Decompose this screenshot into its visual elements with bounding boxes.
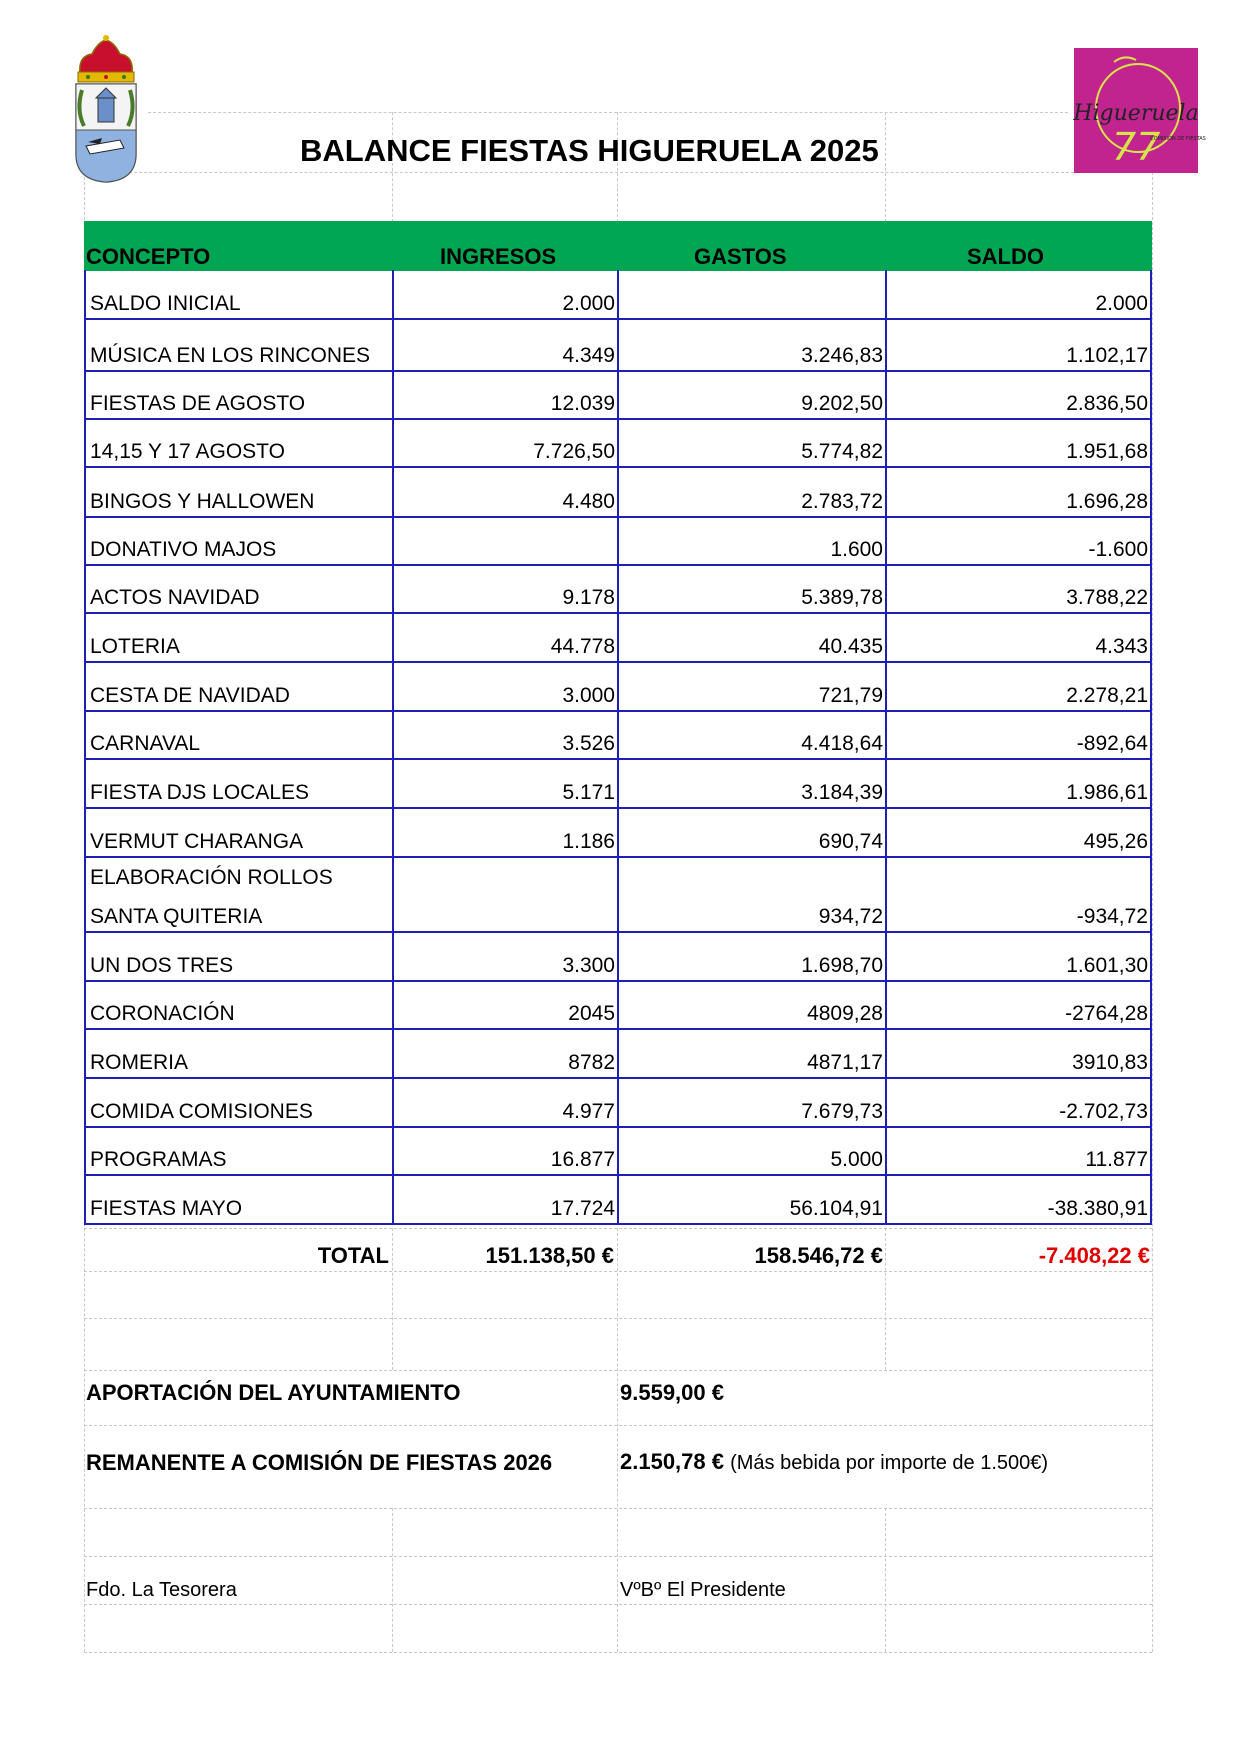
cell-text: LOTERIA xyxy=(90,635,180,658)
cell-text: -2.702,73 xyxy=(1059,1100,1148,1123)
cell-text: 4.418,64 xyxy=(801,732,883,755)
cell-concepto xyxy=(84,1079,392,1128)
header-gastos: GASTOS xyxy=(694,244,787,269)
cell-text: 4.977 xyxy=(562,1100,615,1123)
remanente-note: (Más bebida por importe de 1.500€) xyxy=(730,1452,1049,1474)
cell-text: 4.349 xyxy=(562,344,615,367)
cell-text: PROGRAMAS xyxy=(90,1148,227,1171)
cell-concepto xyxy=(84,420,392,468)
cell-gastos xyxy=(617,1079,885,1128)
table-row xyxy=(84,809,1152,858)
cell-ingresos xyxy=(392,712,617,760)
cell-gastos xyxy=(617,518,885,566)
header-ingresos: INGRESOS xyxy=(440,244,557,269)
cell-text: 1.951,68 xyxy=(1066,440,1148,463)
table-row xyxy=(84,933,1152,982)
table-row xyxy=(84,712,1152,760)
table-row xyxy=(84,518,1152,566)
cell-gastos xyxy=(617,663,885,712)
coat-of-arms-logo xyxy=(72,34,140,184)
cell-text: FIESTA DJS LOCALES xyxy=(90,781,310,804)
firma-tesorera: Fdo. La Tesorera xyxy=(86,1579,237,1601)
comision-fiestas-logo xyxy=(1073,48,1206,173)
cell-concepto xyxy=(84,566,392,614)
cell-gastos xyxy=(617,372,885,420)
cell-text: CORONACIÓN xyxy=(90,1002,235,1025)
cell-gastos xyxy=(617,468,885,518)
cell-text: 2.000 xyxy=(562,292,615,315)
cell-saldo xyxy=(885,518,1152,566)
aportacion-value: 9.559,00 € xyxy=(620,1380,724,1405)
remanente-value: 2.150,78 € xyxy=(620,1449,724,1474)
cell-text: 1.698,70 xyxy=(801,954,883,977)
cell-text: UN DOS TRES xyxy=(90,954,234,977)
cell-text: 3910,83 xyxy=(1072,1051,1148,1074)
cell-gastos xyxy=(617,614,885,663)
cell-text: CARNAVAL xyxy=(90,732,201,755)
cell-text: 7.679,73 xyxy=(801,1100,883,1123)
cell-text: 2.000 xyxy=(1095,292,1148,315)
cell-ingresos xyxy=(392,982,617,1030)
table-row xyxy=(84,320,1152,372)
cell-text: 4.343 xyxy=(1095,635,1148,658)
table-row xyxy=(84,372,1152,420)
cell-ingresos xyxy=(392,614,617,663)
cell-text: 1.102,17 xyxy=(1066,344,1148,367)
cell-concepto xyxy=(84,614,392,663)
cell-text: 17.724 xyxy=(550,1197,615,1220)
cell-concepto xyxy=(84,933,392,982)
cell-saldo xyxy=(885,468,1152,518)
cell-text: CESTA DE NAVIDAD xyxy=(90,684,290,707)
firma-presidente: VºBº El Presidente xyxy=(620,1579,786,1601)
cell-saldo xyxy=(885,1128,1152,1176)
cell-ingresos xyxy=(392,760,617,809)
cell-ingresos xyxy=(392,663,617,712)
cell-text: 5.389,78 xyxy=(801,586,883,609)
cell-gastos xyxy=(617,933,885,982)
cell-gastos xyxy=(617,809,885,858)
cell-saldo xyxy=(885,420,1152,468)
cell-text: 9.178 xyxy=(562,586,615,609)
cell-text: MÚSICA EN LOS RINCONES xyxy=(90,344,371,367)
table-row xyxy=(84,1030,1152,1079)
cell-text: 1.186 xyxy=(562,830,615,853)
cell-text: FIESTAS MAYO xyxy=(90,1197,243,1220)
table-row xyxy=(84,614,1152,663)
cell-gastos xyxy=(617,1176,885,1225)
cell-concepto xyxy=(84,1128,392,1176)
cell-text: SANTA QUITERIA xyxy=(90,905,263,928)
cell-saldo xyxy=(885,372,1152,420)
table-row xyxy=(84,663,1152,712)
cell-concepto xyxy=(84,320,392,372)
page-title: BALANCE FIESTAS HIGUERUELA 2025 xyxy=(300,133,879,168)
cell-concepto xyxy=(84,468,392,518)
cell-text: -934,72 xyxy=(1076,905,1148,928)
cell-text: 11.877 xyxy=(1085,1148,1148,1171)
cell-concepto xyxy=(84,712,392,760)
table-row xyxy=(84,1128,1152,1176)
cell-saldo xyxy=(885,933,1152,982)
cell-text: 7.726,50 xyxy=(533,440,615,463)
cell-gastos xyxy=(617,1030,885,1079)
table-row xyxy=(84,982,1152,1030)
cell-text: -1.600 xyxy=(1088,538,1148,561)
cell-ingresos xyxy=(392,372,617,420)
header-concepto: CONCEPTO xyxy=(86,244,211,269)
cell-ingresos xyxy=(392,420,617,468)
table-row xyxy=(84,1079,1152,1128)
cell-text: 1.696,28 xyxy=(1066,490,1148,513)
total-ingresos: 151.138,50 € xyxy=(485,1243,614,1268)
cell-text: 690,74 xyxy=(818,830,883,853)
cell-ingresos xyxy=(392,1079,617,1128)
cell-concepto xyxy=(84,1030,392,1079)
cell-ingresos xyxy=(392,1176,617,1225)
cell-text: 56.104,91 xyxy=(789,1197,883,1220)
cell-text: 44.778 xyxy=(550,635,615,658)
cell-text: ACTOS NAVIDAD xyxy=(90,586,260,609)
cell-saldo xyxy=(885,1030,1152,1079)
cell-text: 14,15 Y 17 AGOSTO xyxy=(90,440,285,463)
cell-text: 721,79 xyxy=(818,684,883,707)
cell-text: 3.246,83 xyxy=(801,344,883,367)
logo-number: 77 xyxy=(1112,125,1161,169)
cell-text: VERMUT CHARANGA xyxy=(90,830,304,853)
cell-text: 495,26 xyxy=(1083,830,1148,853)
cell-text: DONATIVO MAJOS xyxy=(90,538,277,561)
cell-gastos xyxy=(617,982,885,1030)
cell-gastos xyxy=(617,420,885,468)
cell-text: 4.480 xyxy=(562,490,615,513)
cell-ingresos xyxy=(392,566,617,614)
cell-text: 1.986,61 xyxy=(1066,781,1148,804)
cell-gastos xyxy=(617,858,885,933)
cell-gastos xyxy=(617,270,885,320)
cell-text: 3.300 xyxy=(562,954,615,977)
cell-text: ELABORACIÓN ROLLOS xyxy=(90,866,333,889)
table-row xyxy=(84,1176,1152,1225)
cell-gastos xyxy=(617,760,885,809)
cell-ingresos xyxy=(392,320,617,372)
cell-concepto xyxy=(84,1176,392,1225)
table-row xyxy=(84,420,1152,468)
cell-ingresos xyxy=(392,858,617,933)
cell-ingresos xyxy=(392,809,617,858)
cell-text: 8782 xyxy=(568,1051,615,1074)
cell-text: ROMERIA xyxy=(90,1051,189,1074)
header-saldo: SALDO xyxy=(967,244,1044,269)
cell-concepto xyxy=(84,663,392,712)
cell-gastos xyxy=(617,712,885,760)
cell-saldo xyxy=(885,320,1152,372)
remanente-line xyxy=(620,1449,1048,1475)
cell-saldo xyxy=(885,712,1152,760)
cell-concepto xyxy=(84,809,392,858)
cell-concepto xyxy=(84,518,392,566)
cell-text: 934,72 xyxy=(818,905,883,928)
cell-saldo xyxy=(885,663,1152,712)
cell-gastos xyxy=(617,320,885,372)
cell-text: 5.000 xyxy=(830,1148,883,1171)
cell-text: 4809,28 xyxy=(807,1002,883,1025)
cell-text: 40.435 xyxy=(818,635,883,658)
cell-text: FIESTAS DE AGOSTO xyxy=(90,392,306,415)
logo-small-text: COMISIÓN DE FIESTAS xyxy=(1150,136,1206,142)
cell-concepto xyxy=(84,760,392,809)
cell-concepto xyxy=(84,270,392,320)
cell-text: 16.877 xyxy=(550,1148,615,1171)
cell-text: BINGOS Y HALLOWEN xyxy=(90,490,315,513)
table-row xyxy=(84,858,1152,933)
cell-text: 4871,17 xyxy=(807,1051,883,1074)
cell-text: 2045 xyxy=(568,1002,615,1025)
cell-text: 1.601,30 xyxy=(1066,954,1148,977)
total-label: TOTAL xyxy=(317,1243,389,1268)
cell-saldo xyxy=(885,566,1152,614)
cell-saldo xyxy=(885,858,1152,933)
aportacion-label: APORTACIÓN DEL AYUNTAMIENTO xyxy=(86,1380,461,1405)
logo-script-text: Higueruela xyxy=(1073,101,1199,126)
cell-gastos xyxy=(617,1128,885,1176)
cell-concepto xyxy=(84,372,392,420)
cell-text: 3.184,39 xyxy=(801,781,883,804)
cell-ingresos xyxy=(392,1128,617,1176)
table-row xyxy=(84,468,1152,518)
cell-saldo xyxy=(885,270,1152,320)
total-saldo: -7.408,22 € xyxy=(1038,1243,1150,1268)
cell-ingresos xyxy=(392,468,617,518)
cell-text: SALDO INICIAL xyxy=(90,292,241,315)
cell-text: -2764,28 xyxy=(1065,1002,1148,1025)
cell-text: 3.000 xyxy=(562,684,615,707)
cell-concepto xyxy=(84,858,392,933)
cell-saldo xyxy=(885,1176,1152,1225)
table-row xyxy=(84,566,1152,614)
cell-gastos xyxy=(617,566,885,614)
cell-text: 2.783,72 xyxy=(801,490,883,513)
cell-text: 2.278,21 xyxy=(1066,684,1148,707)
remanente-label: REMANENTE A COMISIÓN DE FIESTAS 2026 xyxy=(86,1450,553,1475)
cell-text: COMIDA COMISIONES xyxy=(90,1100,313,1123)
cell-text: 3.788,22 xyxy=(1066,586,1148,609)
cell-text: 5.774,82 xyxy=(801,440,883,463)
total-gastos: 158.546,72 € xyxy=(754,1243,883,1268)
cell-text: -38.380,91 xyxy=(1047,1197,1148,1220)
cell-text: 2.836,50 xyxy=(1066,392,1148,415)
cell-ingresos xyxy=(392,1030,617,1079)
cell-ingresos xyxy=(392,270,617,320)
cell-text: 12.039 xyxy=(550,392,615,415)
cell-concepto xyxy=(84,982,392,1030)
table-header xyxy=(84,221,1152,271)
table-row xyxy=(84,760,1152,809)
cell-saldo xyxy=(885,1079,1152,1128)
cell-text: 5.171 xyxy=(562,781,615,804)
cell-saldo xyxy=(885,982,1152,1030)
table-row xyxy=(84,270,1152,320)
cell-text: 1.600 xyxy=(830,538,883,561)
cell-text: -892,64 xyxy=(1076,732,1148,755)
cell-saldo xyxy=(885,809,1152,858)
cell-saldo xyxy=(885,614,1152,663)
cell-text: 3.526 xyxy=(562,732,615,755)
cell-saldo xyxy=(885,760,1152,809)
cell-ingresos xyxy=(392,933,617,982)
cell-text: 9.202,50 xyxy=(801,392,883,415)
cell-ingresos xyxy=(392,518,617,566)
